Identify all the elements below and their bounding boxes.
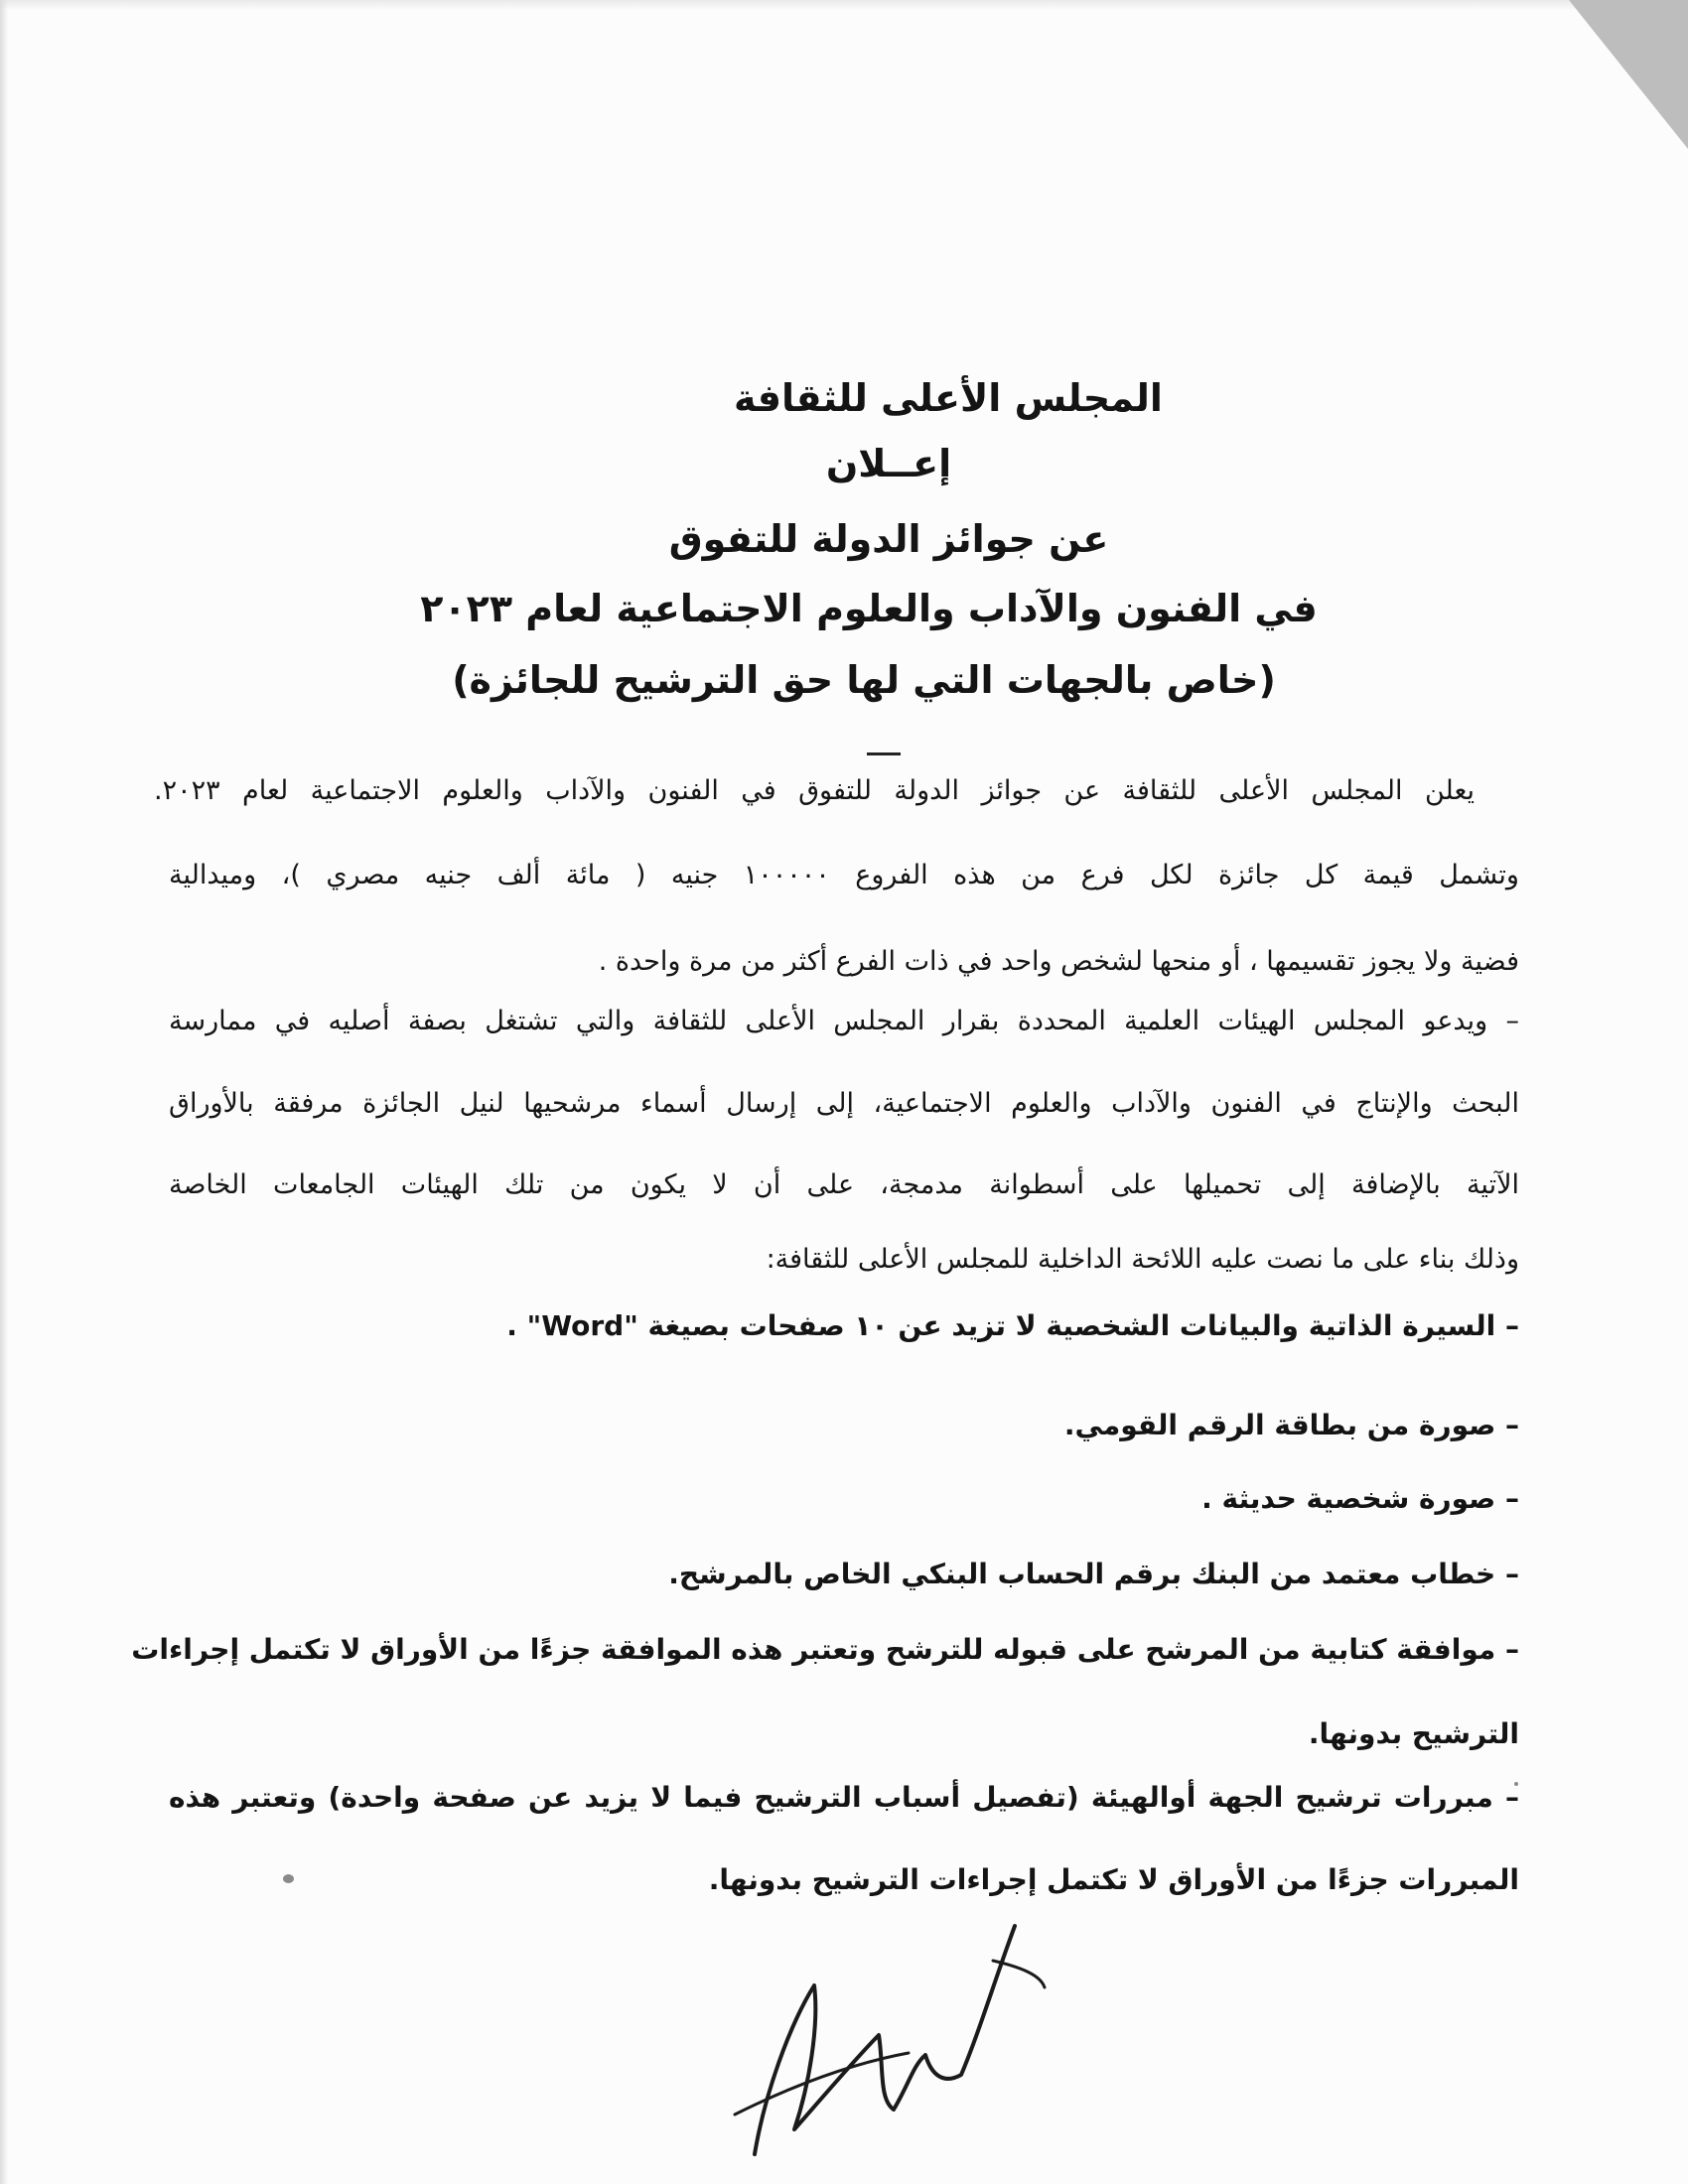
handwritten-signature bbox=[695, 1916, 1053, 2164]
folded-corner bbox=[1569, 0, 1688, 149]
paragraph-line: البحث والإنتاج في الفنون والآداب والعلوم الاجتماعية، إلى إرسال أسماء مرشحيها لنيل الجائزة مرفقة بالأوراق bbox=[169, 1088, 1519, 1119]
paragraph-line: وتشمل قيمة كل جائزة لكل فرع من هذه الفروع ١٠٠٠٠٠ جنيه ( مائة ألف جنيه مصري )، وميدالية bbox=[169, 860, 1519, 890]
requirement-item-consent: – موافقة كتابية من المرشح على قبوله للترشح وتعتبر هذه الموافقة جزءًا من الأوراق لا تكتمل إجراءات bbox=[131, 1633, 1519, 1666]
requirement-item-cv: – السيرة الذاتية والبيانات الشخصية لا تزيد عن ١٠ صفحات بصيغة "Word" . bbox=[506, 1309, 1519, 1342]
heading-fields-year: في الفنون والآداب والعلوم الاجتماعية لعام ٢٠٢٣ bbox=[420, 587, 1318, 630]
heading-council-name: المجلس الأعلى للثقافة bbox=[734, 376, 1163, 420]
requirement-item-justification-cont: المبررات جزءًا من الأوراق لا تكتمل إجراءات الترشيح بدونها. bbox=[708, 1863, 1519, 1896]
requirement-item-justification: – مبررات ترشيح الجهة أوالهيئة (تفصيل أسباب الترشيح فيما لا يزيد عن صفحة واحدة) وتعتبر هذه bbox=[169, 1781, 1519, 1814]
scan-shadow bbox=[0, 0, 8, 2184]
requirement-item-id-card: – صورة من بطاقة الرقم القومي. bbox=[1063, 1409, 1519, 1441]
paragraph-line: الآتية بالإضافة إلى تحميلها على أسطوانة مدمجة، على أن لا يكون من تلك الهيئات الجامعات الخاصة bbox=[169, 1169, 1519, 1200]
requirement-item-bank-letter: – خطاب معتمد من البنك برقم الحساب البنكي الخاص بالمرشح. bbox=[668, 1558, 1519, 1590]
paragraph-line: فضية ولا يجوز تقسيمها ، أو منحها لشخص واحد في ذات الفرع أكثر من مرة واحدة . bbox=[598, 946, 1519, 977]
scan-edge bbox=[0, 0, 1688, 10]
paragraph-line: – ويدعو المجلس الهيئات العلمية المحددة بقرار المجلس الأعلى للثقافة والتي تشتغل بصفة أصليه في ممارسة bbox=[169, 1006, 1519, 1036]
paragraph-line: وذلك بناء على ما نصت عليه اللائحة الداخلية للمجلس الأعلى للثقافة: bbox=[766, 1244, 1519, 1275]
paragraph-line: يعلن المجلس الأعلى للثقافة عن جوائز الدولة للتفوق في الفنون والآداب والعلوم الاجتماعية لعام ٢٠٢٣. bbox=[154, 775, 1475, 806]
heading-subtitle: (خاص بالجهات التي لها حق الترشيح للجائزة) bbox=[452, 658, 1276, 702]
heading-awards: عن جوائز الدولة للتفوق bbox=[668, 517, 1109, 561]
requirement-item-consent-cont: الترشيح بدونها. bbox=[1308, 1717, 1519, 1750]
requirement-item-photo: – صورة شخصية حديثة . bbox=[1201, 1482, 1519, 1515]
heading-announcement: إعــلان bbox=[825, 442, 952, 485]
heading-separator bbox=[867, 752, 901, 755]
